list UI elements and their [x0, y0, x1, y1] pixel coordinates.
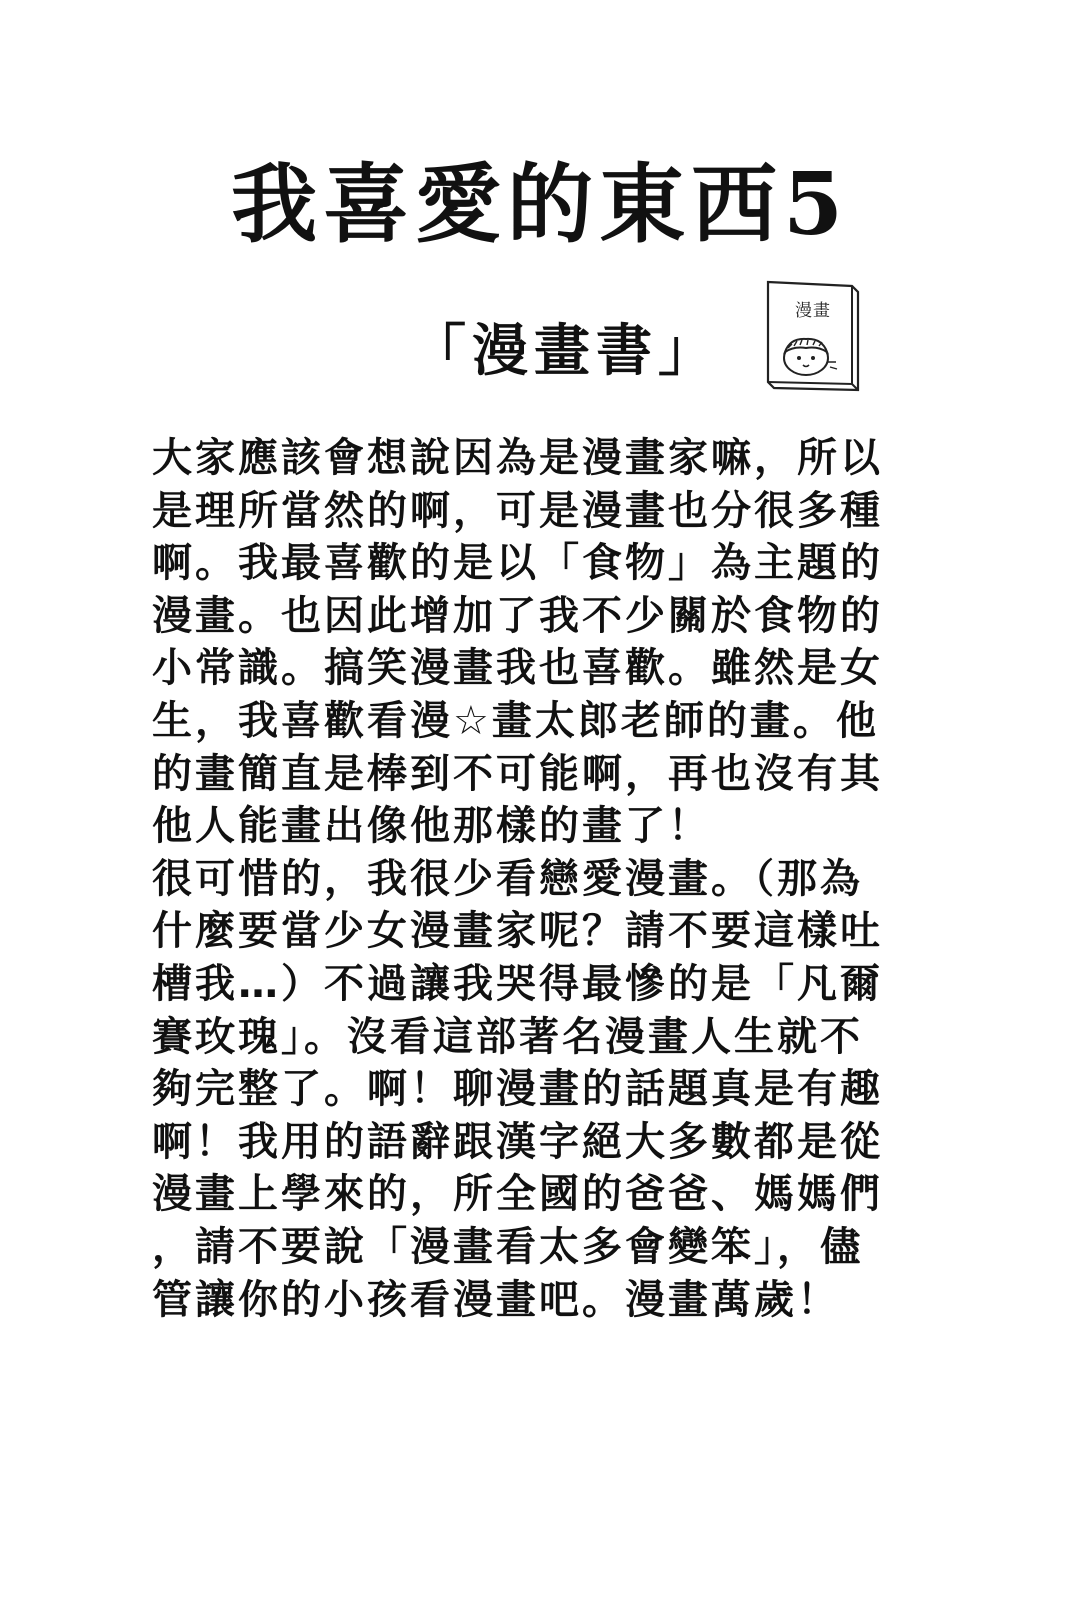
body-line: 賽玫瑰」。沒看這部著名漫畫人生就不	[152, 1013, 863, 1060]
body-line: 啊！我用的語辭跟漢字絕大多數都是從	[152, 1118, 883, 1165]
body-text	[152, 432, 932, 1326]
body-line: 槽我…）不過讓我哭得最慘的是「凡爾	[152, 960, 883, 1007]
body-line: 夠完整了。啊！聊漫畫的話題真是有趣	[152, 1066, 883, 1113]
body-line: 漫畫上學來的，所全國的爸爸、媽媽們	[152, 1171, 883, 1218]
body-line: 生，我喜歡看漫☆畫太郎老師的畫。他	[152, 697, 879, 744]
body-line: 很可惜的，我很少看戀愛漫畫。（那為	[152, 855, 863, 902]
body-line: 管讓你的小孩看漫畫吧。漫畫萬歲！	[152, 1276, 840, 1323]
book-cover-label: 漫畫	[795, 301, 831, 321]
body-line: 大家應該會想說因為是漫畫家嘛，所以	[152, 435, 883, 481]
body-line: 小常識。搞笑漫畫我也喜歡。雖然是女	[152, 645, 883, 692]
page-title: 我喜愛的東西5	[231, 154, 849, 255]
page-subtitle: 「漫畫書」	[410, 319, 720, 384]
manga-book-icon	[760, 278, 864, 394]
body-line: 啊。我最喜歡的是以「食物」為主題的	[152, 540, 883, 587]
body-line: 的畫簡直是棒到不可能啊，再也沒有其	[152, 750, 883, 797]
body-line: 漫畫。也因此增加了我不少關於食物的	[152, 592, 883, 639]
body-line: 他人能畫出像他那樣的畫了！	[152, 803, 711, 850]
body-line: 什麼要當少女漫畫家呢？請不要這樣吐	[152, 908, 883, 955]
body-line: ，請不要說「漫畫看太多會變笨」，儘	[152, 1223, 863, 1270]
body-line: 是理所當然的啊，可是漫畫也分很多種	[152, 487, 883, 534]
